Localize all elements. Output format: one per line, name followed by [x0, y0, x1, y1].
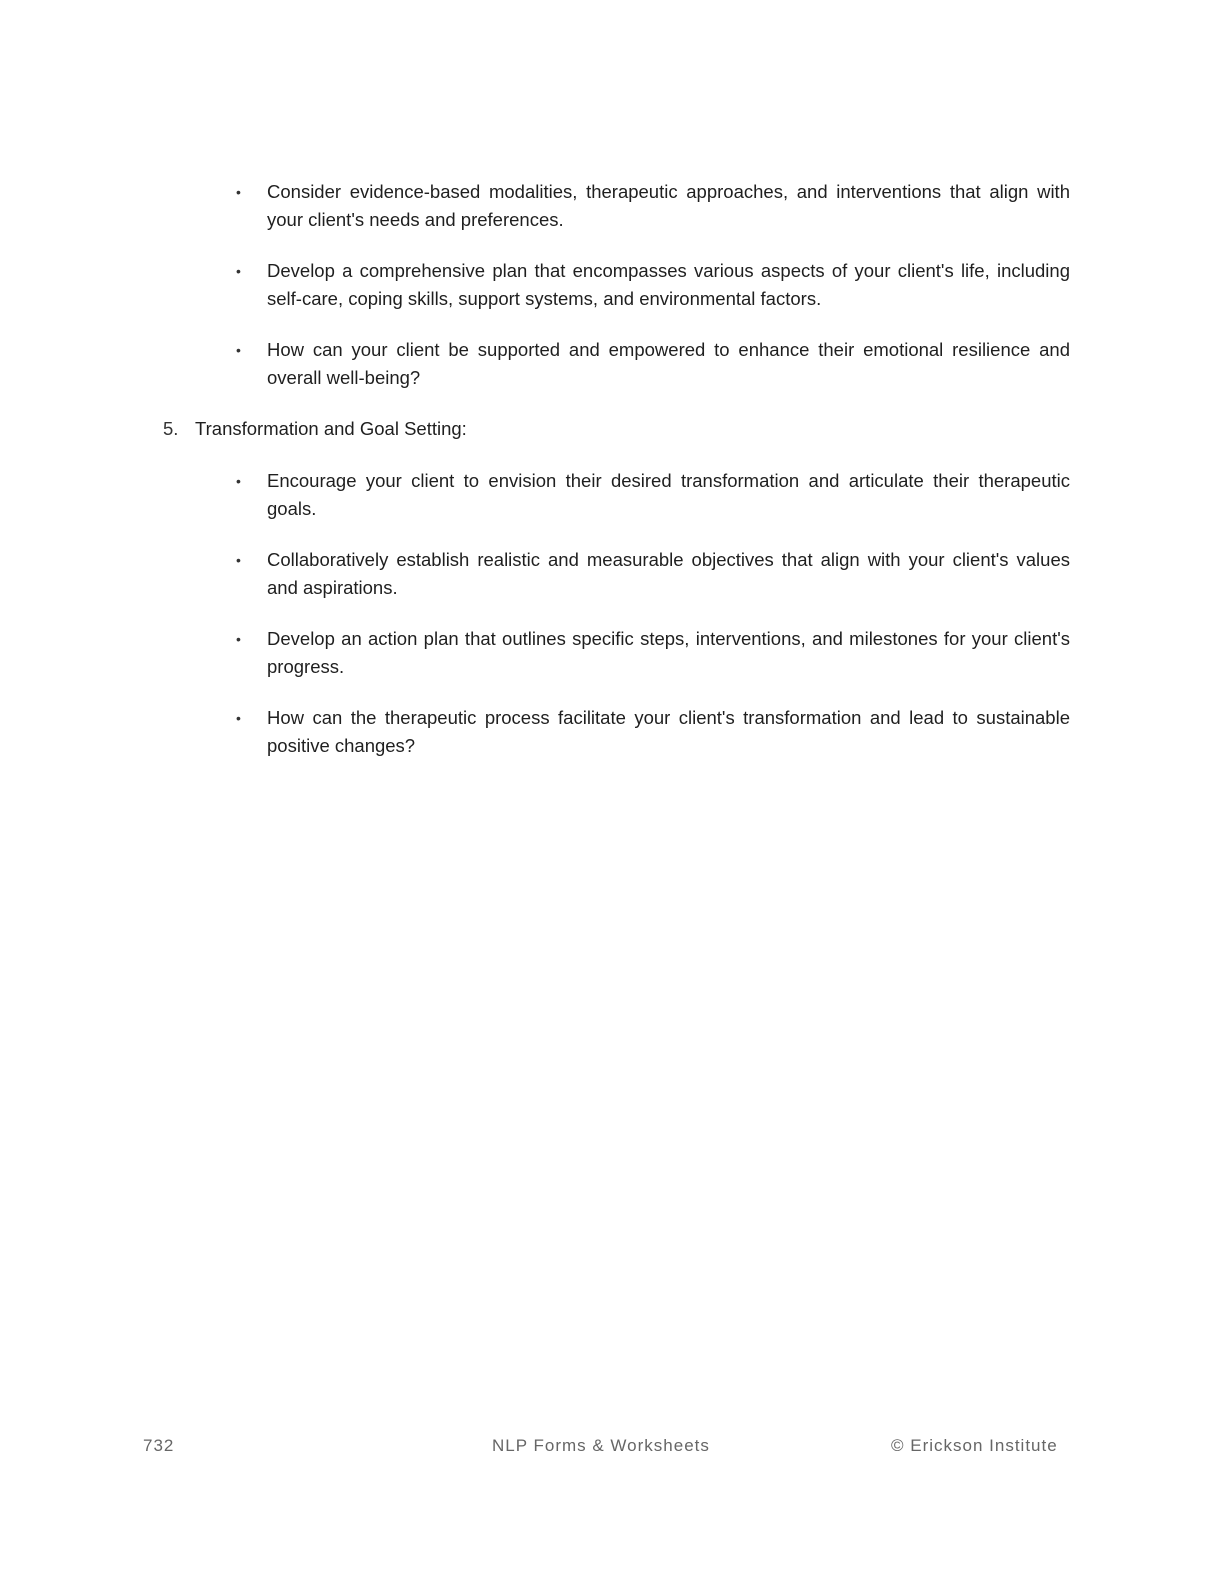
list-item-text: How can your client be supported and empowered to enhance their emotional resilience and overall well-being? — [267, 339, 1070, 388]
list-item-text: Develop a comprehensive plan that encompasses various aspects of your client's life, including self-care, coping skills, support systems, and environmental factors. — [267, 260, 1070, 309]
bullet-icon: • — [236, 263, 241, 279]
list-item-text: Develop an action plan that outlines specific steps, interventions, and milestones for your client's progress. — [267, 628, 1070, 677]
section-title: Transformation and Goal Setting: — [195, 418, 467, 439]
section-heading — [163, 415, 467, 443]
section-number: 5. — [163, 418, 179, 439]
bullet-icon: • — [236, 631, 241, 647]
footer-copyright: © Erickson Institute — [891, 1436, 1058, 1455]
bullet-icon: • — [236, 710, 241, 726]
bullet-icon: • — [236, 342, 241, 358]
list-item-text: Encourage your client to envision their desired transformation and articulate their therapeutic goals. — [267, 470, 1070, 519]
bullet-icon: • — [236, 184, 241, 200]
page-number: 732 — [143, 1436, 175, 1455]
list-item-text: Collaboratively establish realistic and measurable objectives that align with your client's values and aspirations. — [267, 549, 1070, 598]
footer-title: NLP Forms & Worksheets — [492, 1436, 710, 1455]
bullet-icon: • — [236, 552, 241, 568]
bullet-icon: • — [236, 473, 241, 489]
list-item-text: How can the therapeutic process facilitate your client's transformation and lead to sustainable positive changes? — [267, 707, 1070, 756]
list-item-text: Consider evidence-based modalities, therapeutic approaches, and interventions that align with your client's needs and preferences. — [267, 181, 1070, 230]
